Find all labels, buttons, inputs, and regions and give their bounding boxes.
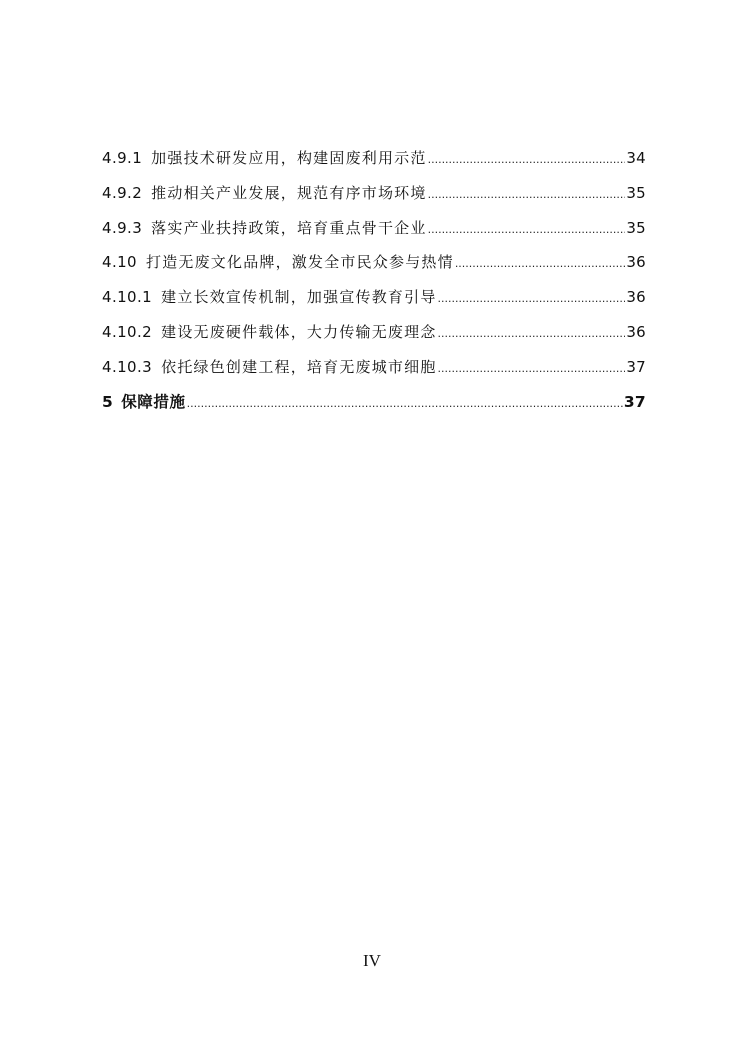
toc-entry-number: 4.9.2 [102,183,143,202]
toc-entry-title: 建设无废硬件载体，大力传输无废理念 [161,322,437,341]
dot-leader [428,148,626,172]
dot-leader [187,392,623,416]
toc-entry-title: 推动相关产业发展，规范有序市场环境 [151,183,427,202]
toc-entry[interactable] [102,146,646,181]
toc-entry-title: 建立长效宣传机制，加强宣传教育引导 [161,288,437,307]
toc-entry[interactable] [102,250,646,285]
page-number-footer: IV [363,951,381,970]
toc-entry-page: 34 [626,149,646,167]
toc-entry-number: 4.10 [102,253,137,272]
toc-entry-number: 5 [102,392,114,411]
toc-entry[interactable] [102,320,646,355]
toc-entry[interactable] [102,285,646,320]
toc-entry-number: 4.10.3 [102,357,153,376]
toc-entry[interactable] [102,216,646,251]
dot-leader [438,322,626,346]
toc-entry-page: 36 [626,288,646,307]
dot-leader [438,287,626,311]
dot-leader [438,357,626,381]
toc-entry-page: 35 [626,183,646,202]
toc-entry-number: 4.10.1 [102,288,153,307]
toc-entry-page: 36 [626,253,646,272]
toc-entry-page: 37 [626,357,646,376]
toc-entry-title: 落实产业扶持政策，培育重点骨干企业 [151,218,427,237]
toc-entry-page: 35 [626,218,646,237]
toc-entry[interactable] [102,355,646,390]
toc-entry-page: 37 [623,392,646,411]
dot-leader [455,252,626,276]
toc-entry-title: 打造无废文化品牌，激发全市民众参与热情 [146,253,454,272]
toc-entry-title: 保障措施 [121,392,186,411]
toc-entry-page: 36 [626,322,646,341]
dot-leader [428,218,626,242]
toc-entry-chapter[interactable] [102,390,646,425]
toc-entry-number: 4.9.3 [102,218,143,237]
table-of-contents [102,146,646,424]
toc-entry-number: 4.10.2 [102,322,153,341]
toc-entry-title: 加强技术研发应用，构建固废利用示范 [151,149,427,167]
toc-entry[interactable] [102,181,646,216]
dot-leader [428,183,626,207]
toc-entry-number: 4.9.1 [102,149,143,167]
toc-entry-title: 依托绿色创建工程，培育无废城市细胞 [161,357,437,376]
